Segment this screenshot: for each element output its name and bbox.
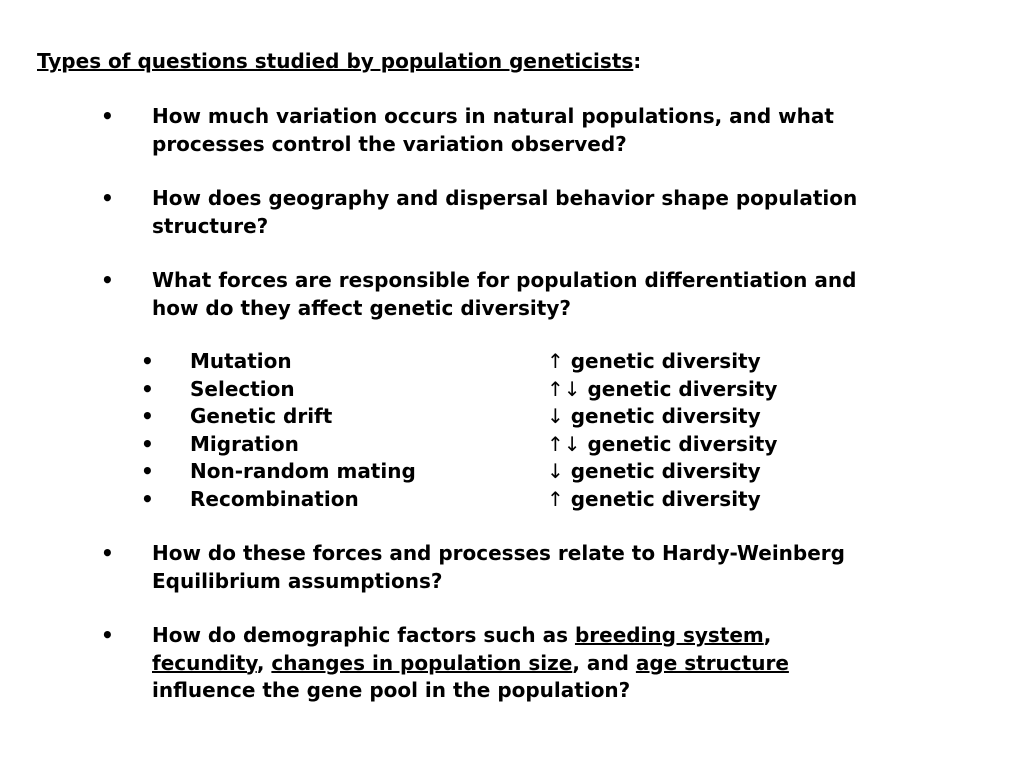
down-arrow-icon: ↓ [547,459,564,483]
question-text [152,622,972,705]
force-name: Genetic drift [190,404,333,428]
separator: , [763,623,772,647]
force-row-selection [0,376,1024,403]
force-row-non-random-mating [0,458,1024,485]
effect-label: genetic diversity [570,404,761,428]
up-arrow-icon: ↑ [547,349,564,373]
question-line: structure? [152,213,269,238]
title-text: Types of questions studied by population geneticists [37,49,634,73]
force-effect [547,348,761,375]
force-row-genetic-drift [0,403,1024,430]
question-text [152,540,972,595]
sub-bullet-icon: • [141,349,154,373]
force-effect [547,431,777,458]
force-name: Mutation [190,349,292,373]
sub-bullet-icon: • [141,404,154,428]
bullet-icon: • [101,186,114,210]
force-effect [547,458,761,485]
question-line: How do these forces and processes relate to Hardy-Weinberg [152,541,845,565]
question-text [152,267,972,322]
bullet-icon: • [101,268,114,292]
bullet-icon: • [101,104,114,128]
sub-bullet-icon: • [141,486,154,511]
title-colon: : [633,49,642,73]
force-row-migration [0,431,1024,458]
effect-label: genetic diversity [570,459,761,483]
force-name: Recombination [190,486,359,511]
up-arrow-icon: ↑ [547,486,564,511]
up-down-arrow-icon: ↑↓ [547,376,581,401]
force-row-recombination [0,486,1024,513]
effect-label: genetic diversity [587,376,778,401]
sub-bullet-icon: • [141,431,154,456]
question-line [152,622,972,650]
effect-label: genetic diversity [570,486,761,511]
term-fecundity: fecundity [152,650,257,675]
effect-label: genetic diversity [587,431,778,456]
force-effect [547,486,761,513]
question-line: What forces are responsible for population differentiation and [152,268,857,292]
question-text [152,185,972,240]
question-text [152,103,972,158]
question-line: Equilibrium assumptions? [152,568,443,593]
separator: , [256,650,272,675]
effect-label: genetic diversity [570,349,761,373]
question-line: how do they affect genetic diversity? [152,295,571,320]
sub-bullet-icon: • [141,459,154,483]
demographic-prefix: How do demographic factors such as [152,623,575,647]
down-arrow-icon: ↓ [547,404,564,428]
bullet-icon: • [101,541,114,565]
question-line: How much variation occurs in natural populations, and what [152,104,834,128]
page-title [37,47,641,75]
sub-bullet-icon: • [141,376,154,401]
term-changes-in-population-size: changes in population size [271,650,573,675]
term-breeding-system: breeding system [574,623,764,647]
question-line: influence the gene pool in the population? [152,678,631,702]
bullet-icon: • [101,623,114,647]
force-effect [547,376,777,403]
force-effect [547,403,761,430]
force-name: Migration [190,431,299,456]
up-down-arrow-icon: ↑↓ [547,431,581,456]
force-name: Non-random mating [190,459,416,483]
question-line: How does geography and dispersal behavior shape population [152,186,858,210]
force-name: Selection [190,376,295,401]
question-line [152,650,972,678]
separator: , and [572,650,636,675]
term-age-structure: age structure [635,650,789,675]
question-line: processes control the variation observed? [152,131,627,156]
force-row-mutation [0,348,1024,375]
